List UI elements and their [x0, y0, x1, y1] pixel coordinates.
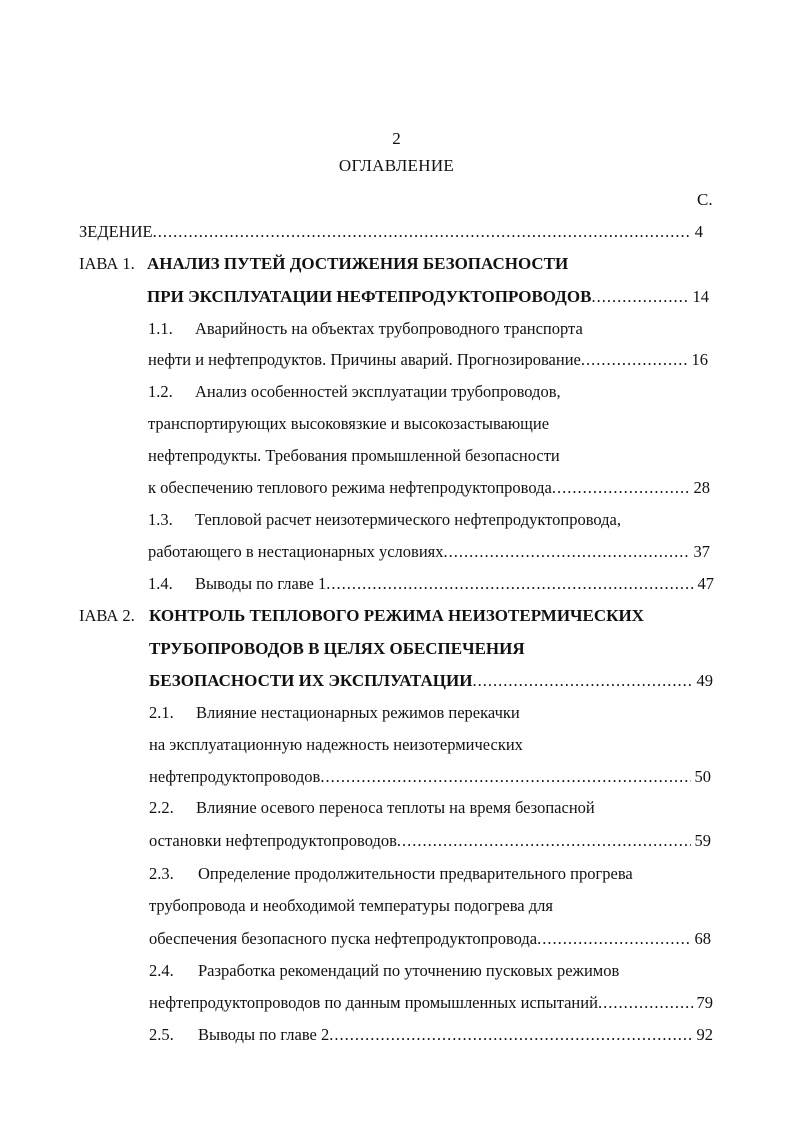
section-number: 2.1. [149, 703, 174, 722]
toc-page-number: 59 [694, 831, 711, 850]
chapter-prefix: ІАВА 1. [79, 254, 135, 273]
section-title: нефтепродуктопроводов [149, 767, 321, 786]
toc-page-number: 4 [694, 222, 703, 241]
toc-section-2-3 [149, 861, 749, 887]
section-title: транспортирующих высоковязкие и высокозастывающие [148, 414, 550, 433]
dot-leader [329, 1022, 692, 1048]
page-number: 2 [392, 129, 401, 148]
toc-chapter-2-line-1 [79, 603, 719, 629]
toc-entry-label: ЗЕДЕНИЕ [79, 222, 153, 241]
chapter-title: АНАЛИЗ ПУТЕЙ ДОСТИЖЕНИЯ БЕЗОПАСНОСТИ [147, 254, 569, 273]
dot-leader [153, 219, 691, 245]
toc-section-1-2-line-4 [148, 475, 710, 501]
toc-entry-intro [79, 219, 703, 245]
toc-section-1-2 [148, 379, 708, 405]
section-title: Аварийность на объектах трубопроводного транспорта [195, 319, 583, 338]
toc-section-1-1 [148, 316, 708, 342]
dot-leader [537, 926, 690, 952]
toc-section-1-1-line-2 [148, 347, 708, 373]
dot-leader [581, 347, 688, 373]
toc-section-2-4 [149, 958, 749, 984]
chapter-title: БЕЗОПАСНОСТИ ИХ ЭКСПЛУАТАЦИИ [149, 671, 473, 690]
section-number: 1.3. [148, 510, 173, 529]
section-title: Выводы по главе 1 [195, 574, 327, 593]
chapter-title: ПРИ ЭКСПЛУАТАЦИИ НЕФТЕПРОДУКТОПРОВОДОВ [147, 287, 592, 306]
chapter-prefix: ІАВА 2. [79, 606, 135, 625]
toc-title: ОГЛАВЛЕНИЕ [338, 156, 455, 175]
dot-leader [472, 668, 692, 694]
section-title: остановки нефтепродуктопроводов [149, 831, 397, 850]
toc-section-2-4-line-2 [149, 990, 713, 1016]
dot-leader [444, 539, 690, 565]
chapter-title: ТРУБОПРОВОДОВ В ЦЕЛЯХ ОБЕСПЕЧЕНИЯ [149, 639, 525, 658]
section-title: нефтепродукты. Требования промышленной безопасности [148, 446, 560, 465]
section-number: 2.4. [149, 961, 174, 980]
toc-section-2-2-line-2 [149, 828, 711, 854]
section-number: 2.5. [149, 1025, 174, 1044]
section-number: 1.2. [148, 382, 173, 401]
toc-section-2-5 [149, 1022, 713, 1048]
section-title: обеспечения безопасного пуска нефтепродуктопровода [149, 929, 538, 948]
toc-page-number: 37 [693, 542, 710, 561]
section-number: 2.2. [149, 798, 174, 817]
section-title: Анализ особенностей эксплуатации трубопроводов, [195, 382, 561, 401]
dot-leader [598, 990, 693, 1016]
toc-page-number: 68 [694, 929, 711, 948]
toc-chapter-1-line-1 [79, 251, 719, 277]
toc-section-2-3-line-3 [149, 926, 711, 952]
toc-section-1-2-line-2 [148, 411, 708, 437]
toc-page-number: 50 [694, 767, 711, 786]
toc-section-1-3 [148, 507, 728, 533]
section-title: Тепловой расчет неизотермического нефтепродуктопровода, [195, 510, 622, 529]
section-title: нефти и нефтепродуктов. Причины аварий. Прогнозирование [148, 350, 581, 369]
toc-chapter-2-line-2 [149, 636, 709, 662]
toc-page-number: 92 [696, 1025, 713, 1044]
toc-page-number: 79 [696, 993, 713, 1012]
toc-section-1-2-line-3 [148, 443, 708, 469]
toc-chapter-1-line-2 [147, 284, 709, 310]
dot-leader [591, 284, 688, 310]
section-title: трубопровода и необходимой температуры подогрева для [149, 896, 553, 915]
section-number: 1.4. [148, 574, 173, 593]
toc-section-2-2 [149, 795, 719, 821]
section-title: Влияние осевого переноса теплоты на время безопасной [196, 798, 595, 817]
toc-page-number: 28 [693, 478, 710, 497]
toc-section-1-4 [148, 571, 714, 597]
toc-section-2-1-line-3 [149, 764, 711, 790]
section-title: Определение продолжительности предварительного прогрева [198, 864, 633, 883]
section-title: Разработка рекомендаций по уточнению пусковых режимов [198, 961, 620, 980]
toc-page-number: 49 [696, 671, 713, 690]
toc-section-2-1-line-2 [149, 732, 709, 758]
toc-section-2-1 [149, 700, 709, 726]
toc-section-1-3-line-2 [148, 539, 710, 565]
section-number: 1.1. [148, 319, 173, 338]
dot-leader [552, 475, 690, 501]
toc-page-number: 14 [692, 287, 709, 306]
toc-chapter-2-line-3 [149, 668, 713, 694]
section-title: работающего в нестационарных условиях [148, 542, 444, 561]
chapter-title: КОНТРОЛЬ ТЕПЛОВОГО РЕЖИМА НЕИЗОТЕРМИЧЕСКИХ [149, 606, 644, 625]
section-title: Влияние нестационарных режимов перекачки [196, 703, 520, 722]
section-title: к обеспечению теплового режима нефтепродуктопровода [148, 478, 552, 497]
page-column-label: С. [697, 190, 713, 209]
dot-leader [326, 571, 693, 597]
dot-leader [397, 828, 691, 854]
section-title: нефтепродуктопроводов по данным промышленных испытаний [149, 993, 598, 1012]
section-title: Выводы по главе 2 [198, 1025, 330, 1044]
section-title: на эксплуатационную надежность неизотермических [149, 735, 523, 754]
section-number: 2.3. [149, 864, 174, 883]
dot-leader [320, 764, 690, 790]
toc-section-2-3-line-2 [149, 893, 709, 919]
toc-page-number: 47 [697, 574, 714, 593]
toc-page-number: 16 [691, 350, 708, 369]
